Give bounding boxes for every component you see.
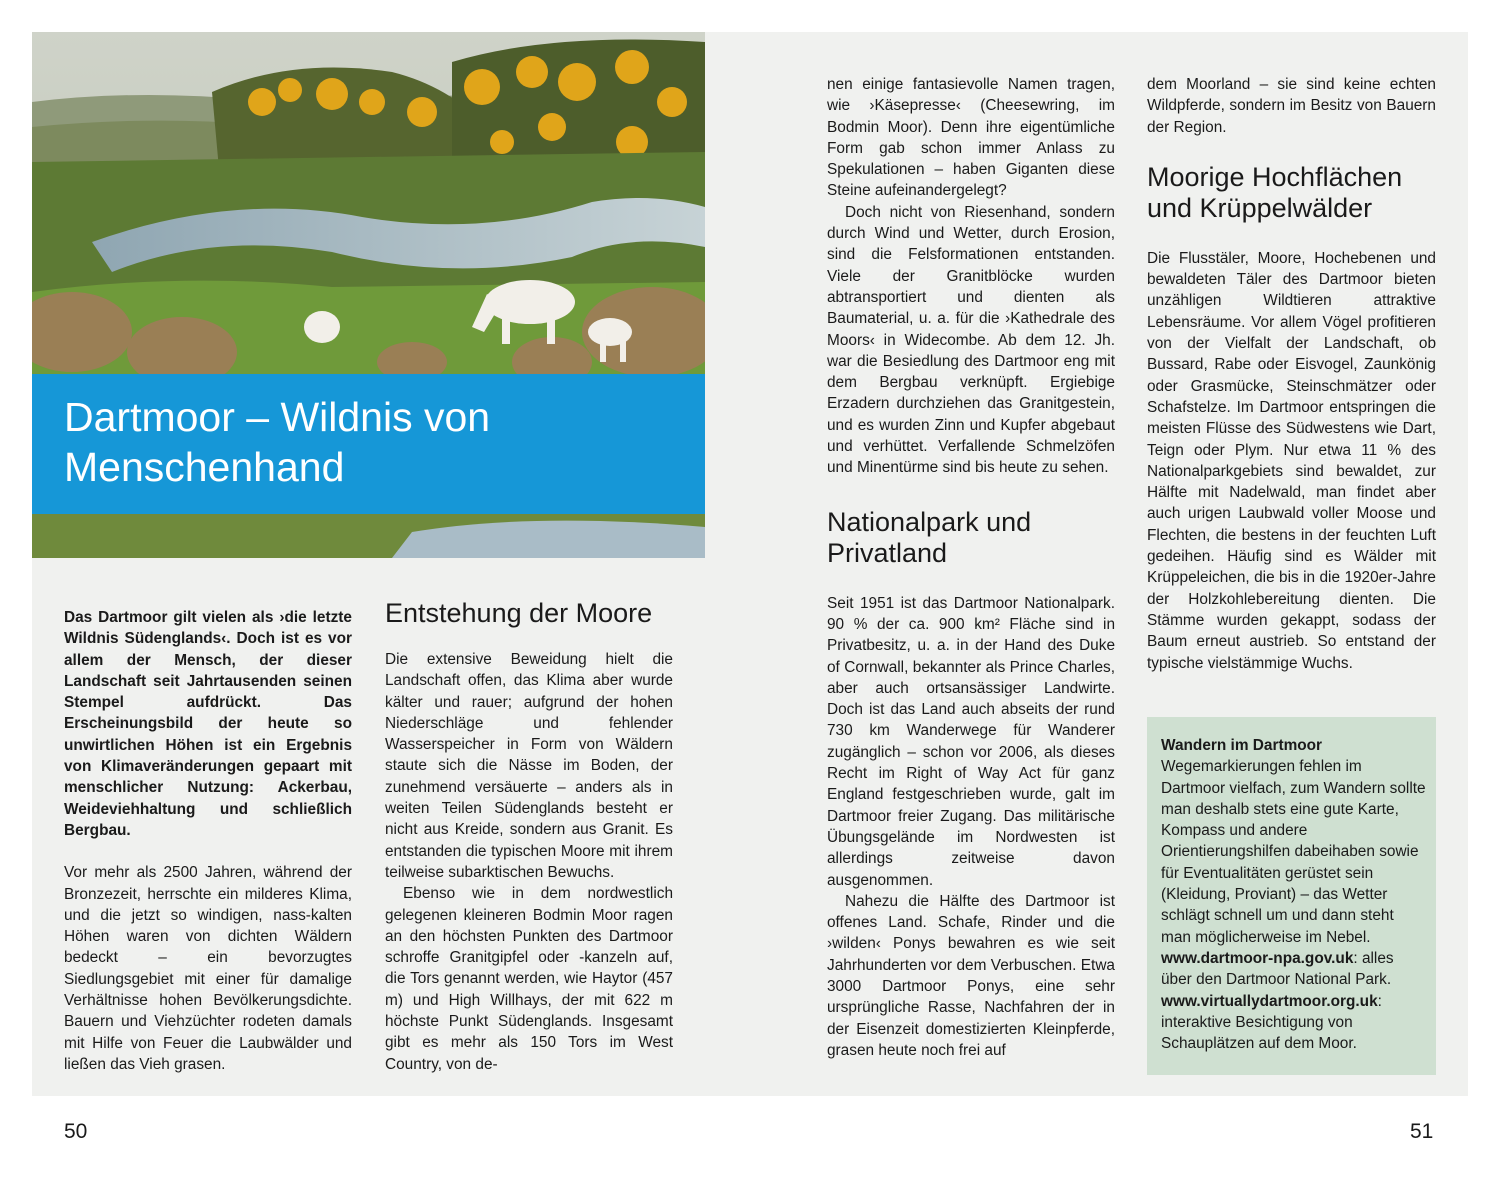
link-desc: : alles über den Dartmoor National Park. [1161,949,1394,989]
column-3 [827,74,1115,1061]
body-paragraph: Ebenso wie in dem nordwestlich gelegenen kleineren Bodmin Moor ragen an den höchsten Punkten des Dartmoor schroffe Granitgipfel oder -kanzeln auf, die Tors genannt werden, wie Haytor (457 m) und High Willhays, der mit 622 m höchste Punkt Südenglands. Insgesamt gibt es mehr als 150 Tors im West Country, von de- [385,885,673,1073]
heading-line: Nationalpark und [827,506,1032,537]
chapter-title-line-2: Menschenhand [64,444,345,490]
body-paragraph: nen einige fantasievolle Namen tragen, wie ›Käsepresse‹ (Cheesewring, im Bodmin Moor). Denn ihre eigentümliche Form gab schon immer Anlass zu Spekulationen – haben Giganten diese Steine aufeinandergelegt? [827,76,1115,200]
body-paragraph: Nahezu die Hälfte des Dartmoor ist offenes Land. Schafe, Rinder und die ›wilden‹ Ponys bewahren es wie seit Jahrhunderten vor dem Verbuschen. Etwa 3000 Dartmoor Ponys, eine sehr ursprüngliche Rasse, Nachfahren der in der Eisenzeit domestizierten Kleinpferde, grasen heute noch frei auf [827,892,1115,1059]
info-box-link-row [1161,948,1427,991]
heading-line: Moorige Hochflächen [1147,161,1403,192]
title-banner [32,374,705,514]
section-heading-nationalpark [827,507,1115,569]
body-paragraph: Die Flusstäler, Moore, Hochebenen und bewaldeten Täler des Dartmoor bieten unzähligen Wildtieren attraktive Lebensräume. Vor allem Vögel profitieren von der Vielfalt der Landschaft, ob Bussard, Rabe oder Eisvogel, Zaunkönig oder Grasmücke, Steinschmätzer oder Schafstelze. Im Dartmoor entspringen die meisten Flüsse des Südwestens wie Dart, Teign oder Plym. Nur etwa 11 % des Nationalparkgebiets sind bewaldet, zur Hälfte mit Nadelwald, man findet aber auch urigen Laubwald voller Moose und Flechten, die bestens in der feuchten Luft gedeihen. Häufig sind es Wälder mit Krüppeleichen, die bis in die 1920er-Jahre der Holzkohlebereitung dienten. Die Stämme wurden gekappt, sodass der Baum erneut austrieb. So entstand der typische vielstämmige Wuchs. [1147,249,1436,672]
info-box-title: Wandern im Dartmoor [1161,737,1323,754]
link-desc: : interaktive Besichtigung von Schauplätzen auf dem Moor. [1161,992,1382,1053]
heading-line: Privatland [827,537,948,568]
body-paragraph: Doch nicht von Riesenhand, sondern durch Wind und Wetter, durch Erosion, sind die Felsformationen entstanden. Viele der Granitblöcke wurden abtransportiert und dienten als Baumaterial, u. a. für die ›Kathedrale des Moors‹ in Widecombe. Ab dem 12. Jh. war die Besiedlung des Dartmoor eng mit dem Bergbau verknüpft. Ergiebige Erzadern durchziehen das Granitgestein, und es wurden Zinn und Kupfer abgebaut und verhüttet. Verfallende Schmelzöfen und Minentürme sind bis heute zu sehen. [827,203,1115,477]
column-1 [64,607,352,1075]
body-paragraph: Die extensive Beweidung hielt die Landschaft offen, das Klima aber wurde kälter und rauer; aufgrund der hohen Niederschläge und fehlender Wasserspeicher in Form von Wäldern staute sich die Nässe im Boden, der zunehmend versäuerte – anders als in weiten Teilen Südenglands besteht er nicht aus Kreide, sondern aus Granit. Es entstanden die typischen Moore mit ihrem teilweise subarktischen Bewuchs. [385,651,673,881]
column-2 [385,598,673,1075]
body-paragraph: dem Moorland – sie sind keine echten Wildpferde, sondern im Besitz von Bauern der Region. [1147,76,1436,136]
page-number-right: 51 [1410,1120,1434,1143]
heading-line: und Krüppelwälder [1147,192,1373,223]
page-number-left: 50 [64,1120,88,1143]
link-dartmoor-npa[interactable]: www.dartmoor-npa.gov.uk [1161,949,1354,967]
section-heading-moorige [1147,162,1436,224]
info-box-wandern [1147,717,1436,1075]
chapter-title [64,392,684,492]
link-virtuallydartmoor[interactable]: www.virtuallydartmoor.org.uk [1161,992,1378,1010]
info-box-link-row [1161,991,1427,1055]
intro-paragraph: Das Dartmoor gilt vielen als ›die letzte Wildnis Südenglands‹. Doch ist es vor allem der Mensch, der dieser Landschaft seit Jahrtausenden seinen Stempel aufdrückt. Das Erscheinungsbild der heute so unwirtlichen Höhen ist ein Ergebnis von Klimaveränderungen gepaart mit menschlicher Nutzung: Ackerbau, Weideviehhaltung und schließlich Bergbau. [64,609,352,839]
body-paragraph: Vor mehr als 2500 Jahren, während der Bronzezeit, herrschte ein milderes Klima, und die jetzt so windigen, nass-kalten Höhen waren von dichten Wäldern bedeckt – ein bevorzugtes Siedlungsgebiet mit einer für damalige Verhältnisse hohen Bevölkerungsdichte. Bauern und Viehzüchter rodeten damals mit Hilfe von Feuer die Laubwälder und ließen das Vieh grasen. [64,864,352,1073]
section-heading-entstehung: Entstehung der Moore [385,598,653,628]
chapter-title-line-1: Dartmoor – Wildnis von [64,394,491,440]
column-4 [1147,74,1436,674]
info-box-text: Wegemarkierungen fehlen im Dartmoor vielfach, zum Wandern sollte man deshalb stets eine gute Karte, Kompass und andere Orientierungshilfen dabeihaben sowie für Eventualitäten gerüstet sein (Kleidung, Proviant) – das Wetter schlägt schnell um und dann steht man möglicherweise im Nebel. [1161,758,1426,946]
body-paragraph: Seit 1951 ist das Dartmoor Nationalpark. 90 % der ca. 900 km² Fläche sind in Privatbesitz, u. a. in der Hand des Duke of Cornwall, bekannter als Prince Charles, aber auch ortsansässiger Landwirte. Doch ist das Land auch abseits der rund 730 km Wanderwege für Wanderer zugänglich – schon vor 2006, als dieses Recht im Right of Way Act für ganz England festgeschrieben wurde, galt im Dartmoor freier Zugang. Das militärische Übungsgelände im Nordwesten ist allerdings zeitweise davon ausgenommen. [827,594,1115,889]
